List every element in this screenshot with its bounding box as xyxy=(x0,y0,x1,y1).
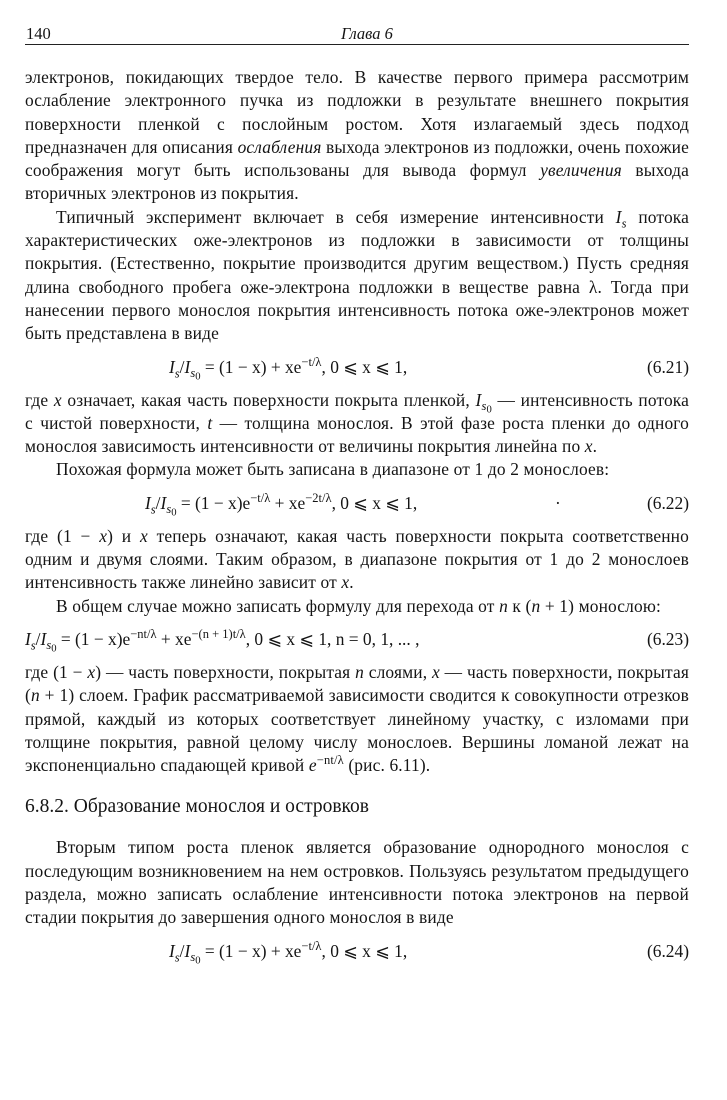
equation-6-22: $I_s/I_{s_0} = (1 - x)e^{-t/\lambda} + xe^{-2t/\lambda}$, 0 ⩽ x ⩽ 1, · (6.22) xyxy=(25,485,689,521)
paragraph-1: электронов, покидающих твердое тело. В качестве первого примера рассмотрим ослабление электронного пучка из подложки в результате внешнего покрытия поверхности пленкой с послойным ростом. Хотя излагаемый здесь подход предназначен для описания ослабления выхода электронов из подложки, очень похожие соображения могут быть использованы для вывода формул увеличения выхода вторичных электронов из покрытия. xyxy=(25,67,690,204)
chapter-title: Глава 6 xyxy=(341,24,393,43)
paragraph-2: Типичный эксперимент включает в себя измерение интенсивности $I_s$ потока характеристических оже-электронов из подложки в зависимости от толщины покрытия. (Естественно, покрытие производится другим веществом.) Пусть средняя длина свободного пробега оже-электрона подложки в веществе равна λ. Тогда при нанесении первого монослоя покрытия интенсивность потока оже-электронов может быть представлена в виде xyxy=(25,206,689,344)
document-page xyxy=(25,22,689,973)
paragraph-3: где x означает, какая часть поверхности покрыта пленкой, $I_{s_0}$ — интенсивность потока с чистой поверхности, t — толщина монослоя. В этой фазе роста пленки до одного монослоя зависимость интенсивности от величины покрытия линейна по x. xyxy=(25,389,690,457)
page-header xyxy=(25,22,689,45)
equation-number: (6.24) xyxy=(646,940,689,961)
equation-number: (6.23) xyxy=(646,628,689,649)
equation-6-21: $I_s/I_{s_0} = (1 - x) + xe^{-t/\lambda}$, 0 ⩽ x ⩽ 1, (6.21) xyxy=(25,349,689,385)
section-heading: 6.8.2. Образование монослоя и островков xyxy=(25,796,369,818)
equation-6-24: $I_s/I_{s_0} = (1 - x) + xe^{-t/\lambda}$, 0 ⩽ x ⩽ 1, (6.24) xyxy=(25,933,689,969)
equation-6-23: $I_s/I_{s_0} = (1 - x)e^{-nt/\lambda} + xe^{-(n + 1)t/\lambda}$, 0 ⩽ x ⩽ 1, n = 0, 1, ... , (6.23) xyxy=(25,621,689,657)
paragraph-7: где (1 − x) — часть поверхности, покрытая n слоями, x — часть поверхности, покрытая (n + 1) слоем. График рассматриваемой зависимости сводится к совокупности отрезков прямой, каждый из которых соответствует линейному участку, с изломами при толщине покрытия, равной целому числу монослоев. Вершины ломаной лежат на экспоненциально спадающей кривой $e^{-nt/\lambda}$ (рис. 6.11). xyxy=(25,661,689,776)
paragraph-6: В общем случае можно записать формулу для перехода от n к (n + 1) монослою: xyxy=(56,595,661,616)
equation-number: (6.21) xyxy=(646,356,689,377)
paragraph-4: Похожая формула может быть записана в диапазоне от 1 до 2 монослоев: xyxy=(56,459,610,480)
paragraph-8: Вторым типом роста пленок является образование однородного монослоя с последующим возникновением на нем островков. Пользуясь результатом предыдущего раздела, можно записать ослабление интенсивности потока электронов на первой стадии покрытия до завершения одного монослоя в виде xyxy=(25,837,689,928)
page-number: 140 xyxy=(26,24,51,43)
paragraph-5: где (1 − x) и x теперь означают, какая часть поверхности покрыта соответственно одним и двумя слоями. Таким образом, в диапазоне покрытия от 1 до 2 монослоев интенсивность также линейно зависит от x. xyxy=(25,525,689,593)
equation-number: (6.22) xyxy=(646,492,689,513)
